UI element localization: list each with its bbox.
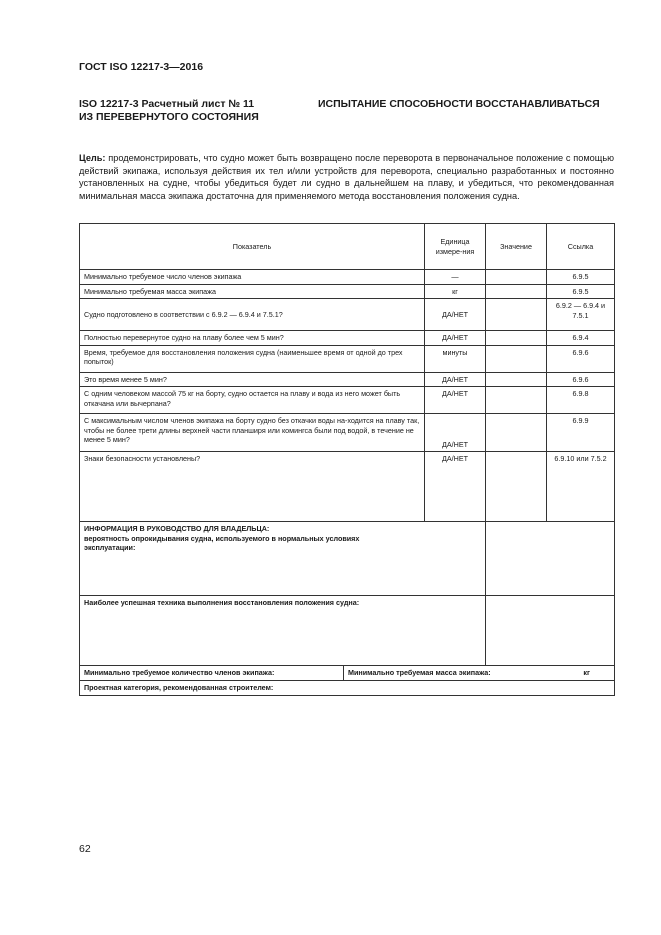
row-unit: ДА/НЕТ — [425, 372, 486, 387]
purpose-text: продемонстрировать, что судно может быть возвращено после переворота в первоначальное положение с помощью действий экипажа, используя действия их тел и/или устройств для переворота, специально разработанных и постоянно установленных на судне, чтобы убедиться будет ли судно в дальнейшем на плаву, и убедиться, что рекомендованная минимальная масса экипажа достаточна для применяемого метода восстановления положения судна. — [79, 153, 614, 201]
design-category-row — [80, 680, 615, 695]
capsize-probability-value[interactable] — [486, 522, 615, 596]
min-mass-field — [344, 666, 614, 680]
row-unit: — — [425, 270, 486, 285]
row-reference: 6.9.8 — [547, 387, 615, 414]
page-number: 62 — [79, 843, 91, 855]
table-row — [80, 414, 615, 452]
mass-unit: кг — [583, 668, 590, 677]
row-indicator: С максимальным числом членов экипажа на борту судно без откачки воды на-ходится на плаву так, чтобы не более трети длины верхней части планширя или комингса были под водой, в течение не менее 5 мин? — [80, 414, 425, 452]
row-value[interactable] — [486, 387, 547, 414]
technique-label: Наиболее успешная техника выполнения восстановления положения судна: — [80, 596, 486, 666]
row-value[interactable] — [486, 452, 547, 522]
row-indicator: Время, требуемое для восстановления положения судна (наименьшее время от одной до трех попыток) — [80, 345, 425, 372]
table-row — [80, 270, 615, 285]
row-unit: минуты — [425, 345, 486, 372]
owner-info-row — [80, 522, 615, 596]
row-value[interactable] — [486, 331, 547, 346]
row-unit: ДА/НЕТ — [425, 452, 486, 522]
row-reference: 6.9.2 — 6.9.4 и 7.5.1 — [547, 299, 615, 331]
row-value[interactable] — [486, 372, 547, 387]
header-unit: Единица измере-ния — [425, 224, 486, 270]
header-reference: Ссылка — [547, 224, 615, 270]
design-category-label: Проектная категория, рекомендованная строителем: — [80, 680, 615, 695]
calculation-table — [79, 223, 615, 696]
header-indicator: Показатель — [80, 224, 425, 270]
min-crew-row — [80, 666, 615, 681]
row-value[interactable] — [486, 299, 547, 331]
row-value[interactable] — [486, 270, 547, 285]
row-value[interactable] — [486, 345, 547, 372]
row-reference: 6.9.6 — [547, 345, 615, 372]
technique-row — [80, 596, 615, 666]
sheet-title-line2: ИЗ ПЕРЕВЕРНУТОГО СОСТОЯНИЯ — [79, 111, 259, 123]
row-indicator: Судно подготовлено в соответствии с 6.9.2 — 6.9.4 и 7.5.1? — [80, 299, 425, 331]
purpose-paragraph — [79, 152, 614, 202]
purpose-label: Цель: — [79, 153, 106, 163]
row-unit: ДА/НЕТ — [425, 299, 486, 331]
table-header-row — [80, 224, 615, 270]
table-row — [80, 387, 615, 414]
row-unit: ДА/НЕТ — [425, 387, 486, 414]
row-unit: кг — [425, 284, 486, 299]
row-reference: 6.9.9 — [547, 414, 615, 452]
standard-number: ГОСТ ISO 12217-3—2016 — [79, 61, 204, 73]
row-reference: 6.9.5 — [547, 270, 615, 285]
row-reference: 6.9.10 или 7.5.2 — [547, 452, 615, 522]
row-unit: ДА/НЕТ — [425, 414, 486, 452]
table-row — [80, 372, 615, 387]
min-crew-label: Минимально требуемое количество членов экипажа: — [80, 666, 344, 680]
row-indicator: Знаки безопасности установлены? — [80, 452, 425, 522]
sheet-title — [79, 98, 309, 124]
table-row — [80, 452, 615, 522]
row-reference: 6.9.5 — [547, 284, 615, 299]
row-indicator: Минимально требуемое число членов экипажа — [80, 270, 425, 285]
owner-info-cell — [80, 522, 486, 596]
table-row — [80, 345, 615, 372]
owner-info-title: ИНФОРМАЦИЯ В РУКОВОДСТВО ДЛЯ ВЛАДЕЛЬЦА: — [84, 524, 270, 533]
header-value: Значение — [486, 224, 547, 270]
row-indicator: С одним человеком массой 75 кг на борту, судно остается на плаву и вода из него может быть откачана или вычерпана? — [80, 387, 425, 414]
sheet-title-line1: ISO 12217-3 Расчетный лист № 11 — [79, 98, 255, 110]
row-unit: ДА/НЕТ — [425, 331, 486, 346]
row-indicator: Полностью перевернутое судно на плаву более чем 5 мин? — [80, 331, 425, 346]
row-indicator: Это время менее 5 мин? — [80, 372, 425, 387]
table-row — [80, 331, 615, 346]
row-indicator: Минимально требуемая масса экипажа — [80, 284, 425, 299]
row-value[interactable] — [486, 414, 547, 452]
test-title: ИСПЫТАНИЕ СПОСОБНОСТИ ВОССТАНАВЛИВАТЬСЯ — [318, 98, 600, 110]
capsize-probability-label: вероятность опрокидывания судна, используемого в нормальных условиях эксплуатации: — [84, 533, 360, 552]
table-row — [80, 299, 615, 331]
row-value[interactable] — [486, 284, 547, 299]
min-mass-label: Минимально требуемая масса экипажа: — [348, 668, 491, 677]
table-row — [80, 284, 615, 299]
technique-value[interactable] — [486, 596, 615, 666]
row-reference: 6.9.6 — [547, 372, 615, 387]
row-reference: 6.9.4 — [547, 331, 615, 346]
